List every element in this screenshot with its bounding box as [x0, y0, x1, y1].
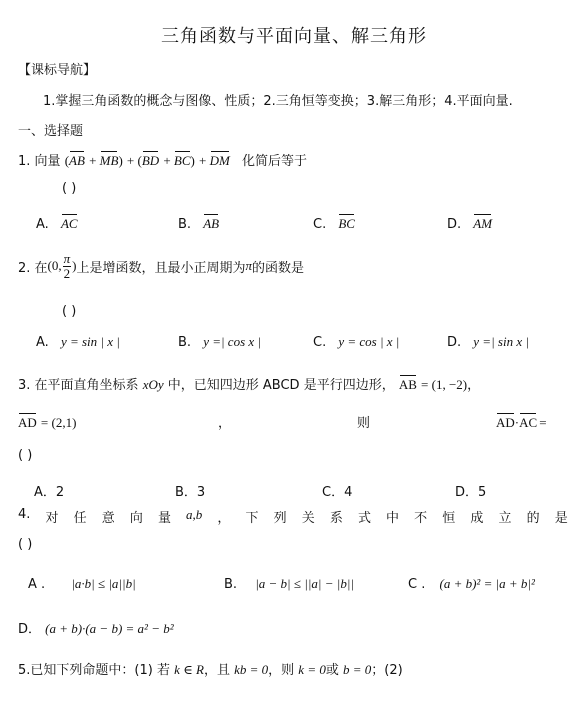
q4-char: 关 [301, 511, 315, 526]
q1-prefix: 1. 向量 [18, 154, 61, 169]
q1-blank: ( ) [62, 181, 77, 196]
q4-char: 意 [101, 511, 115, 526]
q2-suffix: 的函数是 [252, 260, 305, 276]
q1-suffix: 化简后等于 [241, 154, 307, 169]
q4-char: 任 [73, 511, 87, 526]
q2-option-b-text: y =| cos x | [203, 334, 261, 349]
vector-ad-q3: AD [18, 412, 37, 431]
q4-blank: ( ) [18, 537, 33, 552]
vector-ab-q3: AB [399, 374, 417, 393]
nav-header: 【课标导航】 [18, 63, 97, 78]
q4-option-a-text: |a·b| ≤ |a||b| [71, 576, 136, 591]
q4-option-b-text: |a − b| ≤ ||a| − |b|| [255, 576, 354, 591]
q4-vectors-ab: a,b [186, 507, 203, 522]
q4-char: 对 [45, 511, 59, 526]
vector-dm: DM [210, 150, 230, 169]
q4-char: 系 [329, 511, 343, 526]
page-title: 三角函数与平面向量、解三角形 [161, 26, 427, 47]
q2-middle: 上是增函数，且最小正周期为 [76, 260, 246, 276]
q2-option-b[interactable]: B. y =| cos x | [178, 334, 261, 350]
q3-ze: 则 [357, 416, 371, 431]
question-2 [18, 252, 304, 280]
q3-line2-right [496, 412, 547, 431]
q1-option-a[interactable]: A. AC [36, 213, 78, 232]
q3-option-c[interactable]: C．4 [322, 485, 353, 500]
q2-option-d-text: y =| sin x | [473, 334, 529, 349]
q4-char: 向 [129, 511, 143, 526]
vector-ab: AB [69, 150, 85, 169]
q1-option-c-text: BC [338, 213, 355, 232]
q3-blank: ( ) [18, 448, 33, 463]
q1-option-d-text: AM [473, 213, 492, 232]
q5-text-d: ；(2) [371, 663, 403, 678]
q1-option-b-text: AB [203, 213, 219, 232]
q2-blank: ( ) [62, 304, 77, 319]
q4-option-a[interactable] [28, 576, 136, 592]
q3-comma: ， [218, 416, 232, 431]
question-4 [18, 507, 568, 526]
q3-xoy: xOy [142, 377, 164, 392]
q5-kb-zero: kb = 0 [234, 662, 269, 677]
q4-char: 中 [386, 511, 400, 526]
question-3 [18, 374, 480, 393]
vector-mb: MB [100, 150, 119, 169]
q2-pi: π [245, 258, 253, 274]
q2-option-c[interactable]: C. y = cos | x | [313, 334, 400, 350]
q4-char: 式 [357, 511, 371, 526]
q3-dot: · [514, 415, 520, 430]
q3-option-d[interactable]: D．5 [455, 485, 487, 500]
q2-interval-close: ) [72, 258, 77, 274]
q3-line2-left [18, 412, 76, 431]
vector-bd: BD [142, 150, 159, 169]
question-1: 1. 向量 (AB + MB) + (BD + BC) + DM 化简后等于 [18, 150, 307, 169]
q4-option-c-label: C . [408, 577, 426, 592]
q4-char: 列 [273, 511, 287, 526]
vector-ac-q3: AC [519, 412, 537, 431]
fraction-denominator: 2 [63, 265, 71, 281]
q4-option-b-label: B. [224, 577, 238, 592]
q5-b-zero: b = 0 [343, 662, 372, 677]
q5-text-c: ，则 [268, 663, 295, 678]
q3-line1b: 中，已知四边形 ABCD 是平行四边形， [167, 378, 395, 393]
fraction-numerator: π [63, 251, 71, 266]
q2-prefix: 2. 在 [18, 260, 48, 276]
q3-ad-value: = (2,1) [40, 415, 77, 430]
q4-char: 不 [414, 511, 428, 526]
q4-char: 量 [157, 511, 171, 526]
q4-option-a-label: A . [28, 577, 46, 592]
q3-line1a: 3. 在平面直角坐标系 [18, 378, 139, 393]
q2-option-c-text: y = cos | x | [338, 334, 400, 349]
q4-char: 下 [245, 511, 259, 526]
q2-option-d[interactable]: D. y =| sin x | [447, 334, 529, 350]
q1-option-d[interactable]: D. AM [447, 213, 492, 232]
question-5 [18, 659, 403, 678]
q1-option-a-text: AC [61, 213, 78, 232]
q1-option-b[interactable]: B. AB [178, 213, 219, 232]
q5-or: 或 [325, 663, 339, 678]
q4-option-d[interactable] [18, 618, 174, 637]
q4-option-d-label: D． [18, 622, 42, 637]
q1-option-c[interactable]: C. BC [313, 213, 355, 232]
q4-char: 恒 [442, 511, 456, 526]
q3-option-a[interactable]: A．2 [34, 485, 65, 500]
q5-k-zero: k = 0 [298, 662, 326, 677]
q2-interval-open: (0, [47, 258, 62, 274]
q4-char: 成 [470, 511, 484, 526]
q4-option-b[interactable] [224, 576, 354, 592]
q3-ab-end: ， [467, 378, 481, 393]
q3-option-b[interactable]: B．3 [175, 485, 206, 500]
q4-char: 立 [498, 511, 512, 526]
q4-option-c[interactable] [408, 576, 535, 592]
q2-option-a-text: y = sin | x | [60, 334, 120, 349]
vector-ad2-q3: AD [496, 412, 515, 431]
q3-ab-value: = (1, −2) [421, 377, 468, 392]
q4-char: ， [217, 511, 231, 526]
q4-char: 4. [18, 507, 31, 522]
q3-eq: = [539, 415, 547, 430]
q5-text-a: 5.已知下列命题中：(1) 若 [18, 663, 170, 678]
q4-char: 是 [554, 511, 568, 526]
nav-text: 1.掌握三角函数的概念与图像、性质；2.三角恒等变换；3.解三角形；4.平面向量. [43, 94, 513, 109]
q4-option-d-text: (a + b)·(a − b) = a² − b² [45, 621, 174, 636]
q5-k-in-r: k ∈ R [174, 662, 204, 677]
vector-bc: BC [174, 150, 191, 169]
fraction-pi-over-2 [63, 252, 72, 280]
section-heading: 一、选择题 [18, 124, 84, 139]
q4-option-c-text: (a + b)² = |a + b|² [439, 576, 535, 591]
q2-option-a[interactable]: A. y = sin | x | [36, 334, 120, 350]
q4-char: 的 [526, 511, 540, 526]
q5-text-b: ，且 [203, 663, 230, 678]
